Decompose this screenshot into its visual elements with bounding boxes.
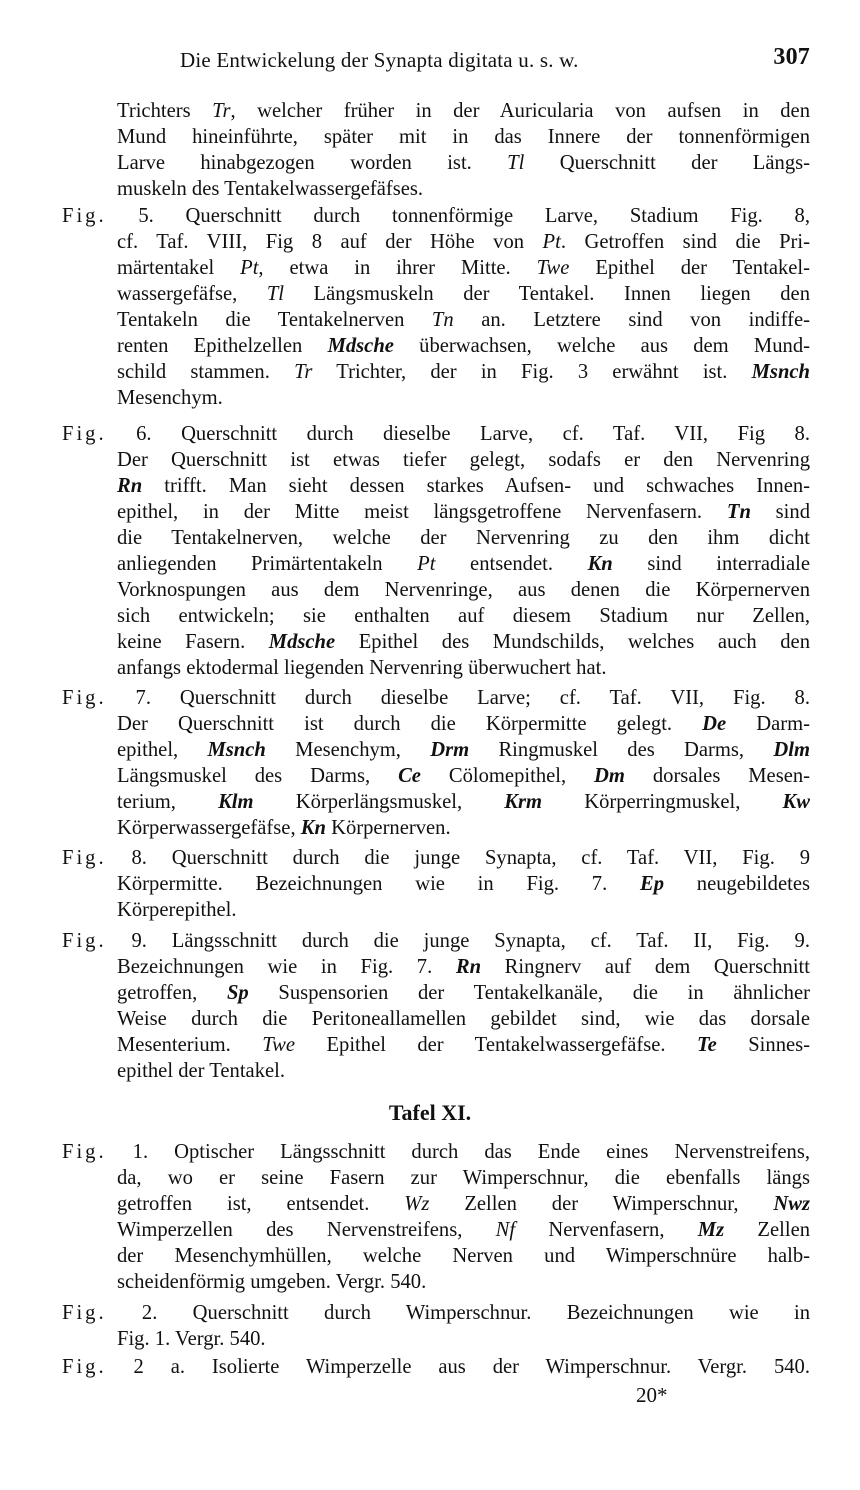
symbol-abbreviation: Rn	[117, 475, 143, 497]
text-line	[117, 655, 810, 681]
text-run: der Mesenchymhüllen, welche Nerven und Wimperschnüre halb-	[117, 1245, 810, 1267]
text-run: 1. Optischer Längsschnitt durch das Ende eines Nervenstreifens,	[106, 1141, 810, 1163]
text-run: anfangs ektodermal liegenden Nervenring überwuchert hat.	[117, 657, 607, 679]
text-line	[117, 577, 810, 603]
text-run: Mesenchym.	[117, 387, 223, 409]
figure-label: Fig.	[62, 847, 107, 869]
text-run: Körperringmuskel,	[542, 791, 783, 813]
text-run: keine Fasern.	[117, 631, 269, 653]
text-line	[117, 473, 810, 499]
text-run: Suspensorien der Tentakelkanäle, die in ähnlicher	[248, 982, 810, 1004]
symbol-abbreviation: De	[702, 713, 727, 735]
text-line	[117, 281, 810, 307]
text-run: terium,	[117, 791, 219, 813]
text-line	[117, 525, 810, 551]
text-run: an. Letztere sind von indiffe-	[453, 309, 810, 331]
text-run: wassergefäfse,	[117, 283, 267, 305]
symbol-abbreviation: Dm	[594, 765, 625, 787]
text-run: , etwa in ihrer Mitte.	[258, 257, 537, 279]
symbol-abbreviation: Msnch	[751, 361, 810, 383]
text-run: 6. Querschnitt durch dieselbe Larve, cf. Taf. VII, Fig 8.	[106, 423, 810, 445]
text-line	[62, 203, 810, 229]
text-run: Fig. 1. Vergr. 540.	[117, 1328, 266, 1350]
text-run: Epithel der Tentakelwassergefäfse.	[295, 1034, 697, 1056]
symbol-abbreviation: Klm	[218, 791, 254, 813]
text-run: getroffen,	[117, 982, 227, 1004]
text-run: Mund hineinführte, später mit in das Innere der tonnenförmigen	[117, 126, 810, 148]
symbol-abbreviation: Ce	[398, 765, 421, 787]
text-line	[62, 928, 810, 954]
text-run: Körperlängsmuskel,	[253, 791, 505, 813]
text-run: Trichters	[117, 100, 213, 122]
text-run: Wimperzellen des Nervenstreifens,	[117, 1219, 496, 1241]
symbol-abbreviation: Pt	[240, 257, 259, 279]
text-run: Längsmuskel des Darms,	[117, 765, 399, 787]
text-run: sich entwickeln; sie enthalten auf diesem Stadium nur Zellen,	[117, 605, 810, 627]
text-run: Mesenterium.	[117, 1034, 263, 1056]
text-line	[117, 629, 810, 655]
text-line	[117, 98, 810, 124]
text-line	[62, 685, 810, 711]
text-line	[117, 1165, 810, 1191]
symbol-abbreviation: Rn	[455, 956, 482, 978]
symbol-abbreviation: Ep	[639, 873, 665, 895]
text-line	[117, 499, 810, 525]
text-run: Der Querschnitt ist durch die Körpermitte gelegt.	[117, 713, 703, 735]
symbol-abbreviation: Tl	[266, 283, 284, 305]
text-line	[117, 763, 810, 789]
text-line	[117, 447, 810, 473]
symbol-abbreviation: Drm	[430, 739, 470, 761]
text-line	[117, 1217, 810, 1243]
symbol-abbreviation: Wz	[404, 1193, 430, 1215]
symbol-abbreviation: Dlm	[773, 739, 810, 761]
text-line	[117, 255, 810, 281]
symbol-abbreviation: Twe	[262, 1034, 296, 1056]
text-run: Tentakeln die Tentakelnerven	[117, 309, 432, 331]
symbol-abbreviation: Mdsche	[327, 335, 394, 357]
text-run: 2. Querschnitt durch Wimperschnur. Bezeichnungen wie in	[106, 1302, 810, 1324]
text-run: Mesenchym,	[265, 739, 431, 761]
text-run: Zellen	[724, 1219, 811, 1241]
figure-label: Fig.	[62, 687, 107, 709]
figure-label: Fig.	[62, 205, 107, 227]
symbol-abbreviation: Tn	[726, 501, 751, 523]
text-line	[117, 603, 810, 629]
text-run: 8. Querschnitt durch die junge Synapta, cf. Taf. VII, Fig. 9	[106, 847, 810, 869]
text-run: Körperwassergefäfse,	[117, 817, 301, 839]
text-run: Zellen der Wimperschnur,	[429, 1193, 774, 1215]
text-run: , welcher früher in der Auricularia von aufsen in den	[230, 100, 810, 122]
text-run: 5. Querschnitt durch tonnenförmige Larve, Stadium Fig. 8,	[106, 205, 810, 227]
text-run: epithel,	[117, 739, 208, 761]
text-line	[117, 333, 810, 359]
text-run: . Getroffen sind die Pri-	[560, 231, 810, 253]
running-header	[180, 44, 810, 78]
text-line	[62, 1354, 810, 1380]
text-run: schild stammen.	[117, 361, 295, 383]
text-line	[62, 1139, 810, 1165]
symbol-abbreviation: Tr	[212, 100, 231, 122]
text-line	[117, 871, 810, 897]
text-run: Weise durch die Peritoneallamellen gebildet sind, wie das dorsale	[117, 1008, 810, 1030]
running-title: Die Entwickelung der Synapta digitata u. s. w.	[180, 48, 579, 72]
text-run: Vorknospungen aus dem Nervenringe, aus denen die Körpernerven	[117, 579, 810, 601]
symbol-abbreviation: Mz	[697, 1219, 725, 1241]
text-line	[117, 176, 810, 202]
symbol-abbreviation: Twe	[536, 257, 570, 279]
text-run: Epithel des Mundschilds, welches auch den	[335, 631, 810, 653]
text-run: neugebildetes	[664, 873, 810, 895]
text-line	[117, 307, 810, 333]
text-run: dorsales Mesen-	[624, 765, 811, 787]
text-run: Ringnerv auf dem Querschnitt	[481, 956, 810, 978]
section-heading: Tafel XI.	[388, 1100, 472, 1125]
text-run: Körpermitte. Bezeichnungen wie in Fig. 7.	[117, 873, 640, 895]
text-line	[117, 124, 810, 150]
symbol-abbreviation: Kw	[782, 791, 810, 813]
symbol-abbreviation: Nwz	[773, 1193, 810, 1215]
text-run: 7. Querschnitt durch dieselbe Larve; cf. Taf. VII, Fig. 8.	[106, 687, 810, 709]
symbol-abbreviation: Msnch	[207, 739, 266, 761]
symbol-abbreviation: Sp	[226, 982, 249, 1004]
text-run: Körperepithel.	[117, 899, 237, 921]
text-run: Der Querschnitt ist etwas tiefer gelegt, sodafs er den Nervenring	[117, 449, 810, 471]
text-line	[117, 1006, 810, 1032]
text-run: anliegenden Primärtentakeln	[117, 553, 418, 575]
text-run: Darm-	[726, 713, 811, 735]
text-line	[117, 1058, 810, 1084]
text-run: Längsmuskeln der Tentakel. Innen liegen den	[284, 283, 810, 305]
text-line	[117, 229, 810, 255]
text-run: trifft. Man sieht dessen starkes Aufsen- und schwaches Innen-	[142, 475, 810, 497]
figure-label: Fig.	[62, 930, 107, 952]
symbol-abbreviation: Tn	[431, 309, 454, 331]
text-line	[62, 845, 810, 871]
figure-label: Fig.	[62, 1356, 107, 1378]
text-line	[117, 897, 810, 923]
text-run: 9. Längsschnitt durch die junge Synapta, cf. Taf. II, Fig. 9.	[106, 930, 810, 952]
text-run: da, wo er seine Fasern zur Wimperschnur, die ebenfalls längs	[117, 1167, 810, 1189]
text-run: muskeln des Tentakelwassergefäfses.	[117, 178, 424, 200]
figure-label: Fig.	[62, 1141, 107, 1163]
text-run: scheidenförmig umgeben. Vergr. 540.	[117, 1271, 427, 1293]
text-run: epithel der Tentakel.	[117, 1060, 286, 1082]
symbol-abbreviation: Pt	[542, 231, 561, 253]
text-run: märtentakel	[117, 257, 241, 279]
text-run: Trichter, der in Fig. 3 erwähnt ist.	[312, 361, 752, 383]
symbol-abbreviation: Nf	[495, 1219, 516, 1241]
symbol-abbreviation: Te	[696, 1034, 717, 1056]
symbol-abbreviation: Mdsche	[268, 631, 336, 653]
text-run: entsendet.	[435, 553, 588, 575]
figure-label: Fig.	[62, 1302, 107, 1324]
symbol-abbreviation: Kn	[587, 553, 613, 575]
text-run: Bezeichnungen wie in Fig. 7.	[117, 956, 456, 978]
text-run: sind	[750, 501, 810, 523]
symbol-abbreviation: Tr	[294, 361, 313, 383]
text-line	[117, 385, 810, 411]
text-run: Cölomepithel,	[420, 765, 595, 787]
text-run: renten Epithelzellen	[117, 335, 328, 357]
text-line	[117, 954, 810, 980]
text-line	[117, 711, 810, 737]
symbol-abbreviation: Tl	[507, 152, 525, 174]
text-line	[117, 980, 810, 1006]
text-run: Sinnes-	[716, 1034, 811, 1056]
signature-mark: 20*	[636, 1383, 668, 1407]
text-line	[117, 1326, 810, 1352]
text-run: Epithel der Tentakel-	[569, 257, 810, 279]
text-line	[117, 789, 810, 815]
text-run: überwachsen, welche aus dem Mund-	[393, 335, 810, 357]
figure-label: Fig.	[62, 423, 107, 445]
text-line	[117, 551, 810, 577]
text-line	[62, 1300, 810, 1326]
text-run: 2 a. Isolierte Wimperzelle aus der Wimperschnur. Vergr. 540.	[106, 1356, 810, 1378]
text-run: epithel, in der Mitte meist längsgetroffene Nervenfasern.	[117, 501, 727, 523]
text-run: getroffen ist, entsendet.	[117, 1193, 405, 1215]
symbol-abbreviation: Pt	[417, 553, 436, 575]
text-run: Körpernerven.	[325, 817, 451, 839]
text-run: Larve hinabgezogen worden ist.	[117, 152, 508, 174]
text-run: cf. Taf. VIII, Fig 8 auf der Höhe von	[117, 231, 543, 253]
text-line	[117, 737, 810, 763]
text-line	[117, 150, 810, 176]
text-line	[62, 421, 810, 447]
text-run: sind interradiale	[612, 553, 810, 575]
text-line	[117, 1191, 810, 1217]
text-line	[117, 1032, 810, 1058]
symbol-abbreviation: Krm	[504, 791, 543, 813]
text-run: Nervenfasern,	[515, 1219, 698, 1241]
text-run: Ringmuskel des Darms,	[469, 739, 774, 761]
text-line	[117, 815, 810, 841]
text-line	[117, 1243, 810, 1269]
text-line	[117, 1269, 810, 1295]
text-run: Querschnitt der Längs-	[524, 152, 810, 174]
page-number: 307	[773, 44, 810, 70]
text-line	[117, 359, 810, 385]
symbol-abbreviation: Kn	[300, 817, 326, 839]
text-run: die Tentakelnerven, welche der Nervenring zu den ihm dicht	[117, 527, 810, 549]
